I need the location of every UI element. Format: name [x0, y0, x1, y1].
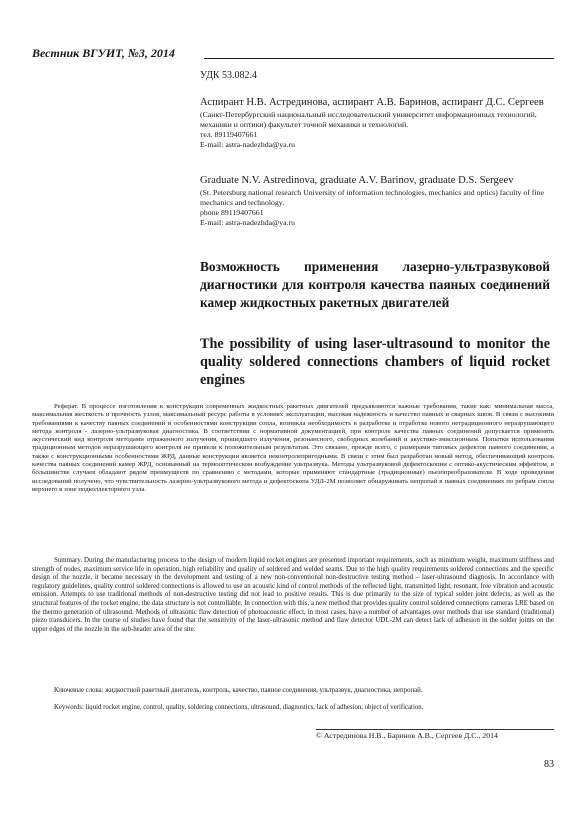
running-header: [32, 46, 554, 64]
article-title-en: The possibility of using laser-ultrasound to monitor the quality soldered connections chambers of liquid rocket engines: [200, 336, 550, 388]
keywords-ru: Ключевые слова: жидкостной ракетный двигатель, контроль, качество, паяное соединения, ультразвук, диагностика, непропай.: [54, 687, 423, 694]
author-names-en: Graduate N.V. Astredinova, graduate A.V. Barinov, graduate D.S. Sergeev: [200, 175, 514, 186]
abstract-en: Summary. During the manufacturing process to the design of modern liquid rocket engines are presented important requirements, such as minimum weight, maximum stiffness and strength of nodes, maximum service life in operation, high reliability and quality of soldered and welded seams. Due to the high quality requirements soldered connections and the specific design of the nozzle, it became necessary in the development and testing of a new non-conventional non-destructive testing method – laser-ultrasound diagnosis. In accordance with regulatory guidelines, quality control soldered connections is allowed to use an acoustic kind of control methods of the reflected light, transmitted light, resonant, free vibration and acoustic emission. Attempts to use traditional methods of non-destructive testing did not lead to positive results. This is due primarily to the size of typical solder joint defects, as well as the structural features of the rocket engine, the data structure is not controllable. In connection with this, a new method that provides quality control soldered connections cameras LRE based on the thermo generation of ultrasound. Methods of ultrasonic flaw detection of photoacoustic effect, in most cases, have a number of advantages over methods that use standard (traditional) piezo transducers. In the course of studies have found that the sensitivity of the laser-ultrasonic method and flaw detector UDL-2M can detect lack of adhesion in the solder joints on the upper edges of the nozzle in the sub-header area of the site.: [32, 557, 554, 633]
affiliation-ru: (Санкт-Петербургский национальный исследовательский университет информационных технологий, механики и оптики) факультет точной механики и технологий.: [200, 110, 537, 129]
authors-en: [200, 174, 550, 228]
copyright-notice: © Астрединова Н.В., Баринов А.В., Сергеев Д.С., 2014: [316, 731, 498, 740]
header-rule: [204, 58, 554, 59]
udk-code: УДК 53.082.4: [200, 70, 258, 81]
abstract-ru: Реферат. В процессе изготовления к конструкции современных жидкостных ракетных двигателей предъявляются важные требования, такие как: минимальная масса, максимальная жесткость и прочность узлов, максимальный ресурс работы в условиях эксплуатации, высокая надежность и качество паяных и сварных швов. В связи с высокими требованиями к качеству паяных соединений и особенностями конструкции сопла, возникла необходимость в разработке и отработке нового нетрадиционного неразрушающего метода контроля - лазерно-ультразвуковая диагностика. В соответствии с нормативной документацией, при контроле качества паяных соединений допускается применять акустический вид контроля методами отраженного излучения, прошедшего излучения, резонансного, свободных колебаний и акустико-эмиссионным. Попытки использования традиционным методов неразрушающего контроля не привели к положительным результатам. Это связано, прежде всего, с размерами типовых дефектов паяного соединения, а также с конструкционными особенностями ЖРД, данные конструкции является неконтролепригодными. В связи с этим был разработан новый метод, обеспечивающий контроль качества паяных соединений камер ЖРД, основанный на термооптическом возбуждение ультразвука. Методы ультразвуковой дефектоскопии с оптико-акустическим эффектом, в большинстве случаев обладают рядом преимуществ по сравнению с методами, которые применяют стандартные (традиционные) пьезопреобразователи. В ходе проведения исследований получено, что чувствительность лазерно-ультразвукового метода и дефектоскопа УДЛ-2М позволяет обнаруживать непропай в паяных соединениях по ребрам сопла верхнего в зоне подколлекторного узла.: [32, 403, 554, 493]
email-en: E-mail: astra-nadezhda@ya.ru: [200, 218, 296, 227]
journal-title: Вестник ВГУИТ, №3, 2014: [32, 46, 175, 60]
phone-en: phone 89119407661: [200, 208, 264, 217]
author-names-ru: Аспирант Н.В. Астрединова, аспирант А.В. Баринов, аспирант Д.С. Сергеев: [200, 97, 544, 108]
affiliation-en: (St. Petersburg national research University of information technologies, mechanics and optics) faculty of fine mechanics and technology.: [200, 188, 544, 207]
copyright-rule: [316, 729, 554, 730]
authors-ru: [200, 96, 550, 150]
page-number: 83: [544, 759, 554, 770]
keywords-en: Keywords: liquid rocket engine, control, quality, soldering connections, ultrasound, diagnostics, lack of adhesion, object of verification.: [54, 704, 424, 711]
phone-ru: тел. 89119407661: [200, 130, 258, 139]
article-title-ru: Возможность применения лазерно-ультразвуковой диагностики для контроля качества паяных соединений камер жидкостных ракетных двигателей: [200, 259, 550, 310]
email-ru: E-mail: astra-nadezhda@ya.ru: [200, 140, 296, 149]
